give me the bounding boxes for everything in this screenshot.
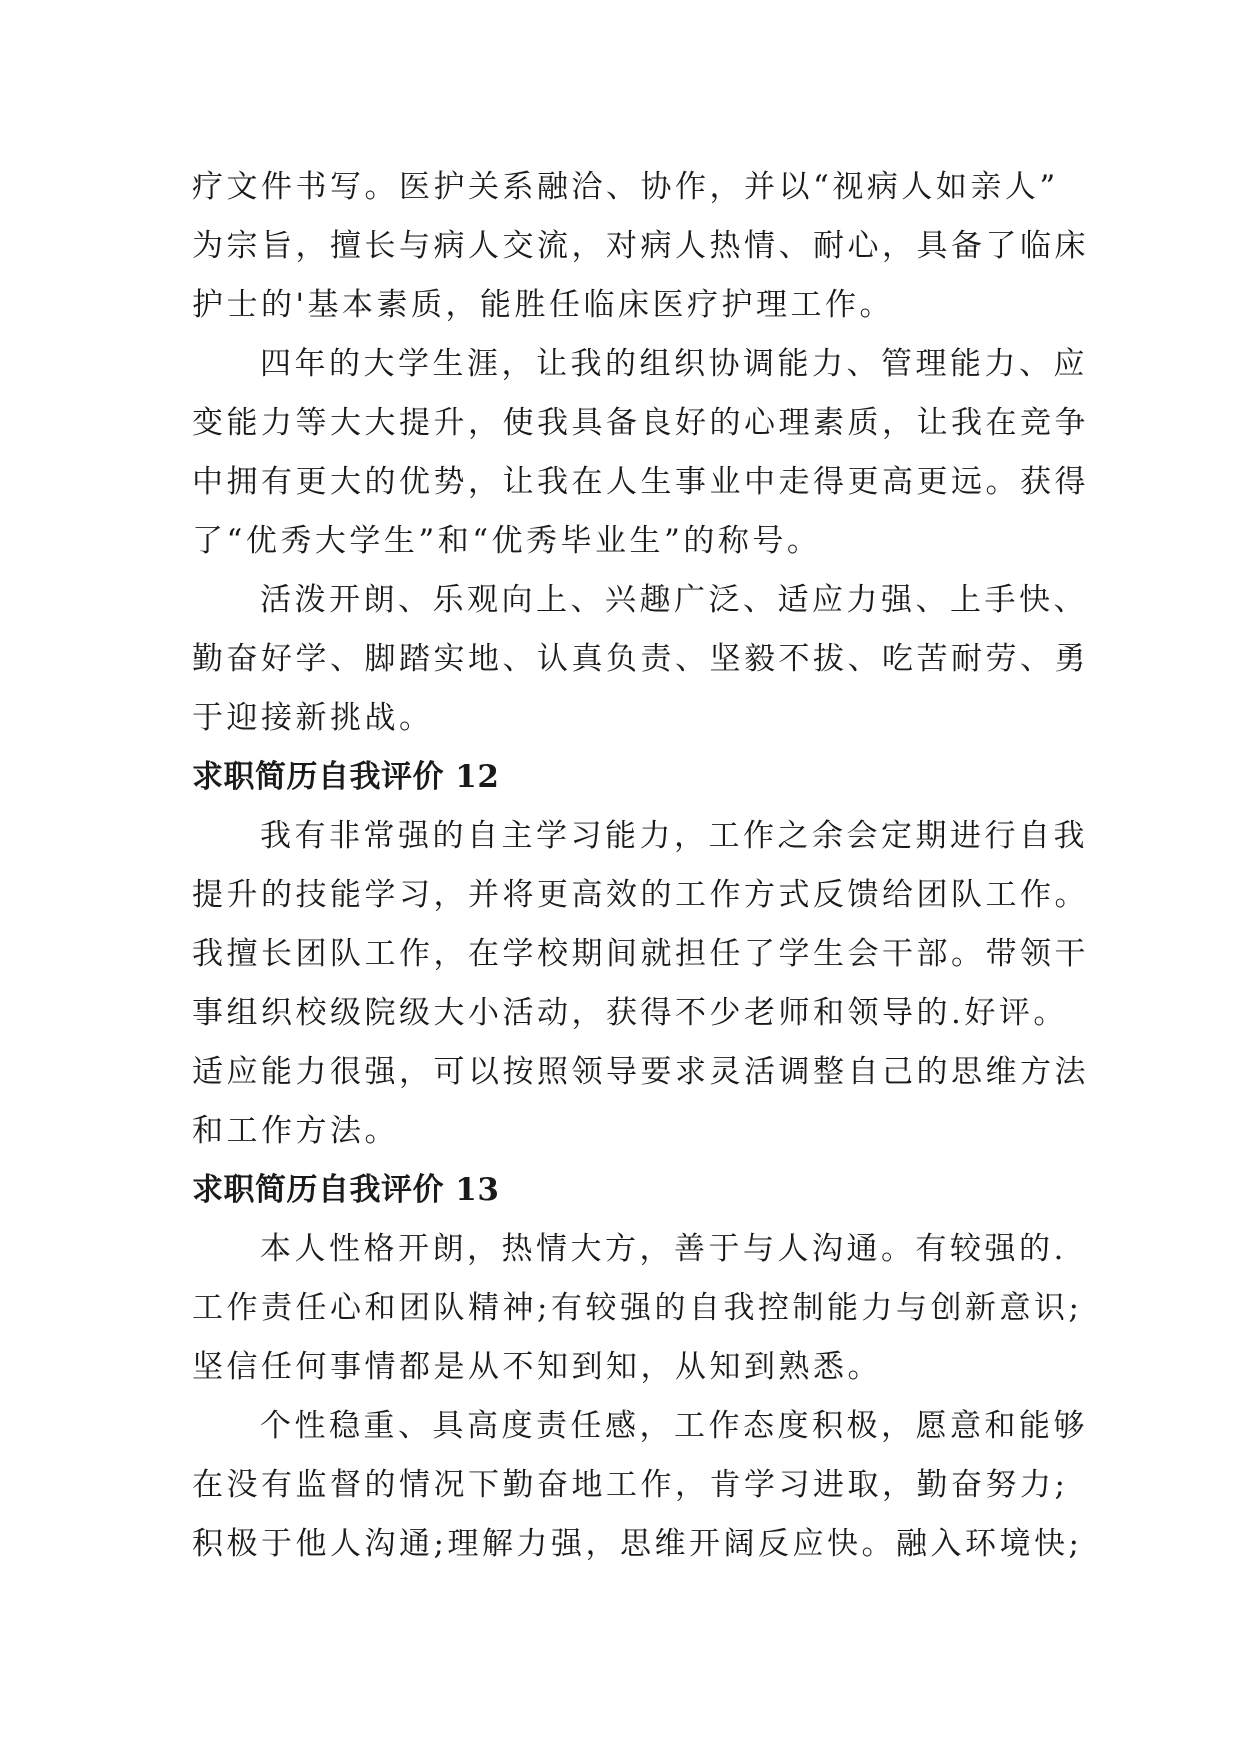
- text-line: 四年的大学生涯，让我的组织协调能力、管理能力、应: [260, 346, 1088, 382]
- text-line: 在没有监督的情况下勤奋地工作，肯学习进取，勤奋努力;: [192, 1467, 1069, 1503]
- text-line: 提升的技能学习，并将更高效的工作方式反馈给团队工作。: [192, 877, 1089, 913]
- text-line: 工作责任心和团队精神;有较强的自我控制能力与创新意识;: [192, 1290, 1083, 1326]
- text-line: 我有非常强的自主学习能力，工作之余会定期进行自我: [260, 818, 1088, 854]
- paragraph: [192, 1397, 1088, 1574]
- text-line: 积极于他人沟通;理解力强，思维开阔反应快。融入环境快;: [192, 1526, 1083, 1562]
- text-line: 适应能力很强，可以按照领导要求灵活调整自己的思维方法: [192, 1054, 1089, 1090]
- text-line: 中拥有更大的优势，让我在人生事业中走得更高更远。获得: [192, 464, 1089, 500]
- text-line: 本人性格开朗，热情大方，善于与人沟通。有较强的.: [260, 1231, 1067, 1267]
- paragraph: [192, 335, 1089, 571]
- section-heading: 求职简历自我评价 13: [192, 1172, 500, 1208]
- text-line: 个性稳重、具高度责任感，工作态度积极，愿意和能够: [260, 1408, 1088, 1444]
- text-line: 活泼开朗、乐观向上、兴趣广泛、适应力强、上手快、: [260, 582, 1088, 618]
- text-line: 为宗旨，擅长与病人交流，对病人热情、耐心，具备了临床: [192, 228, 1089, 264]
- paragraph: [192, 571, 1089, 748]
- text-line: 勤奋好学、脚踏实地、认真负责、坚毅不拔、吃苦耐劳、勇: [192, 641, 1089, 677]
- paragraph: [192, 158, 1089, 335]
- text-line: 事组织校级院级大小活动，获得不少老师和领导的.好评。: [192, 995, 1068, 1031]
- text-line: 疗文件书写。医护关系融洽、协作，并以“视病人如亲人”: [192, 169, 1059, 205]
- text-line: 和工作方法。: [192, 1113, 399, 1149]
- paragraph: [192, 807, 1089, 1161]
- section-heading: 求职简历自我评价 12: [192, 759, 500, 795]
- text-line: 坚信任何事情都是从不知到知，从知到熟悉。: [192, 1349, 882, 1385]
- text-line: 我擅长团队工作，在学校期间就担任了学生会干部。带领干: [192, 936, 1089, 972]
- paragraph: [192, 1220, 1083, 1397]
- text-line: 护士的'基本素质，能胜任临床医疗护理工作。: [192, 287, 895, 323]
- text-line: 于迎接新挑战。: [192, 700, 434, 736]
- text-line: 了“优秀大学生”和“优秀毕业生”的称号。: [192, 523, 822, 559]
- document-body: [192, 158, 1089, 1574]
- text-line: 变能力等大大提升，使我具备良好的心理素质，让我在竞争: [192, 405, 1089, 441]
